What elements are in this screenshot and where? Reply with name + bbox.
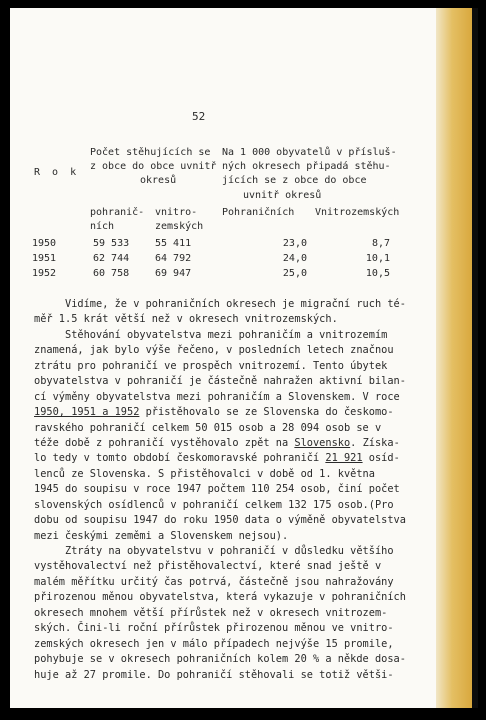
text-line: huje až 27 promile. Do pohraničí stěhovali se totiž větši-	[34, 668, 394, 681]
document-page	[10, 8, 436, 708]
table-header-group2-line2: ných okresech připadá stěhu-	[222, 161, 391, 172]
text-line: cí výměny obyvatelstva mezi pohraničím a Slovenskem. V roce	[34, 390, 400, 403]
cell-border-rate: 23,0	[282, 238, 307, 249]
text-line: lenců ze Slovenska. S přistěhovalci v době od 1. května	[34, 467, 375, 480]
table-body	[32, 238, 412, 283]
text-line: přirozenou měnou obyvatelstva, která vykazuje v pohraničních	[34, 591, 406, 604]
subheader-pohranicnich-line2: ních	[90, 221, 115, 232]
text-line: okresech mnohem větší přírůstek než v okresech vnitrozem-	[34, 606, 388, 619]
subheader-pohranicnich-rate: Pohraničních	[222, 207, 295, 218]
scan-border	[472, 8, 478, 708]
table-header-group2-line1: Na 1 000 obyvatelů v přísluš-	[222, 147, 397, 158]
cell-year: 1951	[32, 253, 57, 264]
table-row	[32, 253, 412, 268]
cell-inland-migrants: 69 947	[155, 268, 192, 279]
cell-inland-rate: 10,1	[365, 253, 390, 264]
text-line: pohybuje se v okresech pohraničních kolem 20 % a někde dosa-	[34, 653, 406, 666]
text-line: zemských okresech jen v málo případech nejvýše 15 promile,	[34, 637, 394, 650]
text-line: Ztráty na obyvatelstvu v pohraničí v důsledku většího	[34, 545, 394, 557]
table-header-group2-line4: uvnitř okresů	[243, 190, 322, 201]
text-line: slovenských osídlenců v pohraničí celkem 132 175 osob.(Pro	[34, 498, 394, 511]
text-line: Stěhování obyvatelstva mezi pohraničím a vnitrozemím	[34, 328, 388, 341]
cell-year: 1950	[32, 238, 57, 249]
underlined-text: Slovensko	[294, 436, 351, 449]
subheader-vnitrozemskych-rate: Vnitrozemských	[315, 207, 400, 218]
subheader-vnitrozemskych-line2: zemských	[155, 221, 204, 232]
cell-inland-migrants: 55 411	[155, 238, 192, 249]
cell-inland-migrants: 64 792	[155, 253, 192, 264]
text-line: Vidíme, že v pohraničních okresech je migrační ruch té-	[34, 298, 406, 310]
table-header-group2-line3: jících se z obce do obce	[222, 175, 367, 186]
cell-border-migrants: 62 744	[93, 253, 130, 264]
table-row	[32, 268, 412, 283]
underlined-text: 1950, 1951 a 1952	[34, 406, 140, 419]
subheader-vnitrozemskych-line1: vnitro-	[155, 207, 198, 218]
text-line: 1950, 1951 a 1952 přistěhovalo se ze Slovenska do českomo-	[34, 406, 394, 419]
cell-border-rate: 25,0	[282, 268, 307, 279]
text-line: obyvatelstva v pohraničí je částečně nahražen aktivní bilan-	[34, 375, 406, 388]
underlined-text: 21 921	[325, 452, 363, 465]
book-page-edge	[436, 8, 472, 708]
text-line: ských. Čini-li roční přírůstek přirozenou měnou ve vnitro-	[34, 622, 394, 635]
cell-year: 1952	[32, 268, 57, 279]
text-line: lo tedy v tomto období českomoravské pohraničí 21 921 osíd-	[34, 452, 400, 465]
subheader-pohranicnich-line1: pohranič-	[90, 207, 145, 218]
cell-border-migrants: 59 533	[93, 238, 130, 249]
table-header-group1-line2: z obce do obce uvnitř	[90, 161, 217, 172]
text-line: měř 1.5 krát větší než v okresech vnitrozemských.	[34, 313, 338, 326]
table-header-year: R o k	[34, 167, 80, 178]
cell-inland-rate: 10,5	[365, 268, 390, 279]
text-line: 1945 do soupisu v roce 1947 počtem 110 254 osob, činí počet	[34, 483, 400, 496]
table-row	[32, 238, 412, 253]
cell-border-rate: 24,0	[282, 253, 307, 264]
page-number: 52	[192, 110, 206, 123]
cell-inland-rate: 8,7	[371, 238, 390, 249]
body-text	[34, 297, 424, 683]
text-line: vystěhovalectví než přistěhovalectví, které snad ještě v	[34, 560, 382, 573]
text-line: ztrátu pro pohraničí ve prospěch vnitrozemí. Tento úbytek	[34, 359, 388, 372]
text-line: mezi českými zeměmi a Slovenskem nejsou).	[34, 529, 289, 542]
text-line: ravského pohraničí celkem 50 015 osob a 28 094 osob se v	[34, 421, 382, 434]
text-line: znamená, jak bylo výše řečeno, v posledních letech značnou	[34, 344, 394, 357]
table-header-group1-line3: okresů	[140, 175, 177, 186]
table-header-group1-line1: Počet stěhujících se	[90, 147, 211, 158]
text-line: téže době z pohraničí vystěhovalo zpět na Slovensko. Získa-	[34, 436, 400, 449]
cell-border-migrants: 60 758	[93, 268, 130, 279]
text-line: dobu od soupisu 1947 do roku 1950 data o výměně obyvatelstva	[34, 514, 406, 527]
text-line: malém měřítku určitý čas potrvá, částečně jsou nahražovány	[34, 575, 394, 588]
